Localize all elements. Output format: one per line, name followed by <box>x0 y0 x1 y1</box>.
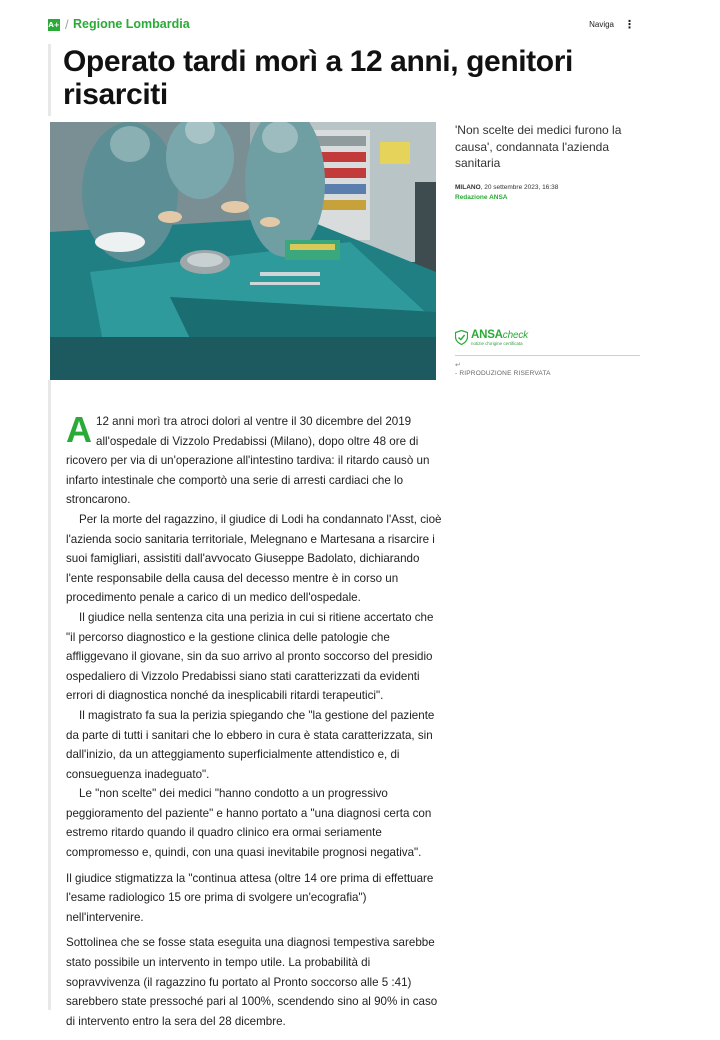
article-dateline <box>455 184 640 191</box>
paragraph-6: Il giudice stigmatizza la "continua attesa (oltre 14 ore prima di effettuare l'esame radiologico 15 ore prima di svolgere un'ecografia") nell'intervenire. <box>66 871 434 924</box>
shield-check-icon <box>455 330 468 345</box>
body-accent-bar <box>48 380 51 1010</box>
ansa-check-label <box>471 329 528 341</box>
rights-notice: - RIPRODUZIONE RISERVATA <box>455 370 551 377</box>
article-byline[interactable]: Redazione ANSA <box>455 193 508 201</box>
article-title: Operato tardi morì a 12 anni, genitori risarciti <box>63 45 573 111</box>
ansa-logo[interactable]: A+ <box>48 21 60 29</box>
breadcrumb-separator: / <box>65 17 69 32</box>
top-bar <box>48 16 638 34</box>
article-sidebar <box>455 122 640 201</box>
ansa-check-brand: ANSA <box>471 329 503 341</box>
paragraph-7: Sottolinea che se fosse stata eseguita una diagnosi tempestiva sarebbe stato possibile un intervento in tempo utile. La probabilità di sopravvivenza (il ragazzino fu portato al Pronto soccorso alle 5 :41) sarebbero state pressoché pari al 100%, scendendo sino al 90% in caso di intervento entro la sera del 28 dicembre. <box>66 936 438 1028</box>
drop-cap: A <box>66 409 92 450</box>
ansa-check-badge[interactable] <box>455 329 565 347</box>
article-photo[interactable] <box>50 122 436 380</box>
paragraph-4: Il magistrato fa sua la perizia spiegando che "la gestione del paziente da parte di tutti i sanitari che lo ebbero in cura è stata caratterizzata, sin dall'inizio, da un atteggiamento superficialmente attendistico e, di consueguenza inadeguato". <box>66 708 435 781</box>
dateline-place: MILANO <box>455 183 481 191</box>
paragraph-1 <box>66 409 442 510</box>
dateline-date: , 20 settembre 2023, 16:38 <box>480 183 559 191</box>
ansa-check-suffix: check <box>502 330 528 341</box>
paragraph-3: Il giudice nella sentenza cita una perizia in cui si ritiene accertato che "il percorso diagnostico e la gestione clinica delle patologie che affliggevano il giovane, sin da suo arrivo al pronto soccorso del presidio ospedaliero di Vizzolo Predabissi siano stati caratterizzati da evidenti errori di diagnostica nonché da inesplicabili ritardi terapeutici". <box>66 610 434 703</box>
title-accent-bar <box>48 44 51 116</box>
paragraph-2: Per la morte del ragazzino, il giudice di Lodi ha condannato l'Asst, cioè l'azienda socio sanitaria territoriale, Melegnano e Martesana a risarcire i suoi famigliari, assistiti dall'avvocato Giuseppe Badolato, dichiarando l'ente responsabile della causa del decesso mentre è in corso un procedimento penale a carico di un medico dell'ospedale. <box>66 512 442 605</box>
naviga-link[interactable]: Naviga <box>589 20 614 29</box>
sidebar-divider <box>455 355 640 356</box>
paragraph-1-text: 12 anni morì tra atroci dolori al ventre il 30 dicembre del 2019 all'ospedale di Vizzolo Predabissi (Milano), dopo oltre 48 ore di ricovero per via di un'operazione all'intestino tardiva: il ritardo causò un infarto intestinale che comportò una serie di arresti cardiaci che lo stroncarono. <box>66 415 430 507</box>
vertical-dots-icon[interactable]: ⋮ <box>624 19 635 31</box>
article-body <box>66 409 442 1031</box>
ansa-check-subtitle: notizie d'origine certificata <box>471 341 523 346</box>
article-summary: 'Non scelte dei medici furono la causa', condannata l'azienda sanitaria <box>455 123 622 170</box>
breadcrumb-section[interactable]: Regione Lombardia <box>73 17 190 31</box>
paragraph-5: Le "non scelte" dei medici "hanno condotto a un progressivo peggioramento del paziente" e hanno portato a "una diagnosi certa con estremo ritardo quando il quadro clinico era ormai seriamente compromesso e, quindi, con una quasi inevitabile prognosi negativa". <box>66 787 432 860</box>
share-icon[interactable]: ↵ <box>455 362 461 369</box>
surgery-scene-image <box>50 122 436 380</box>
